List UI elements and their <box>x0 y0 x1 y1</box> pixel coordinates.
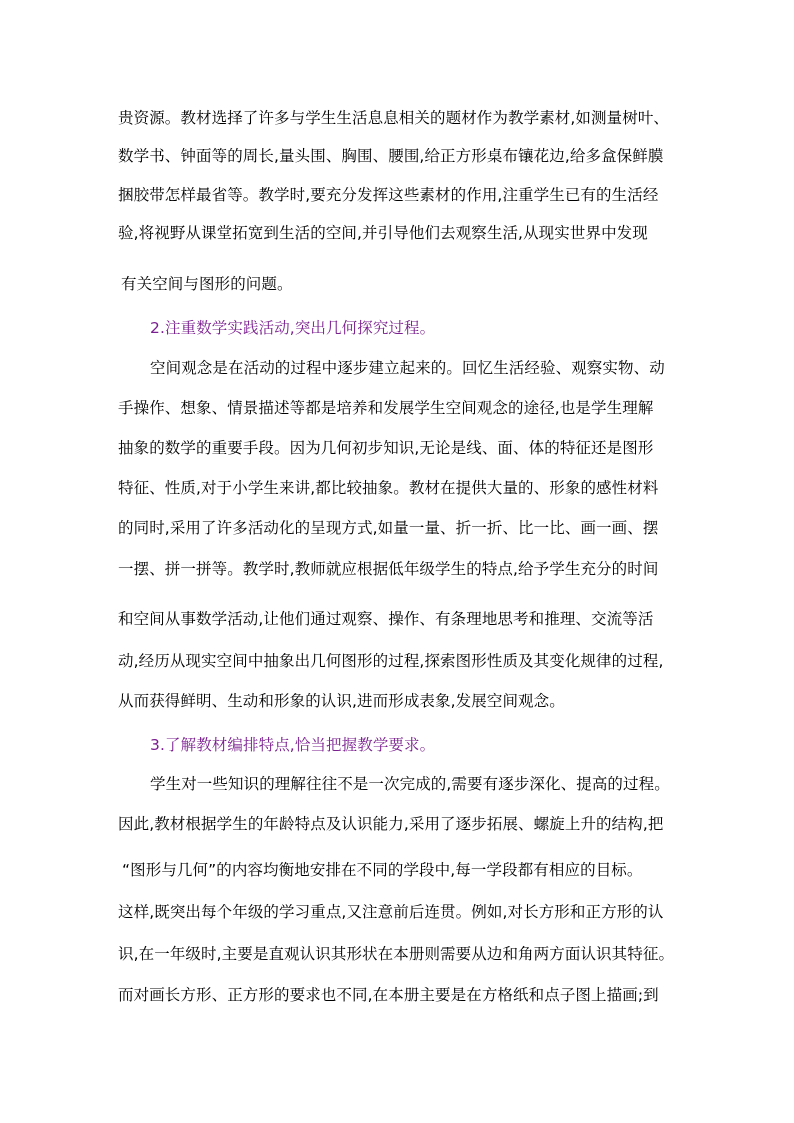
text-line: 手操作、想象、情景描述等都是培养和发展学生空间观念的途径,也是学生理解 <box>118 399 654 417</box>
text-line: 数学书、钟面等的周长,量头围、胸围、腰围,给正方形桌布镶花边,给多盒保鲜膜 <box>118 147 664 165</box>
text-line: 这样,既突出每个年级的学习重点,又注意前后连贯。例如,对长方形和正方形的认 <box>118 903 664 921</box>
text-line: 特征、性质,对于小学生来讲,都比较抽象。教材在提供大量的、形象的感性材料 <box>118 479 659 497</box>
text-line: 学生对一些知识的理解往往不是一次完成的,需要有逐步深化、提高的过程。 <box>150 775 670 793</box>
section-heading-2: 2.注重数学实践活动,突出几何探究过程。 <box>150 319 436 337</box>
text-line: 从而获得鲜明、生动和形象的认识,进而形成表象,发展空间观念。 <box>118 692 565 710</box>
text-line: 的同时,采用了许多活动化的呈现方式,如量一量、折一折、比一比、画一画、摆 <box>118 519 659 537</box>
text-line: 验,将视野从课堂拓宽到生活的空间,并引导他们去观察生活,从现实世界中发现 <box>118 224 648 242</box>
text-line: “图形与几何”的内容均衡地安排在不同的学段中,每一学段都有相应的目标。 <box>122 861 643 879</box>
text-line: 空间观念是在活动的过程中逐步建立起来的。回忆生活经验、观察实物、动 <box>150 359 665 377</box>
text-line: 一摆、拼一拼等。教学时,教师就应根据低年级学生的特点,给予学生充分的时间 <box>118 560 659 578</box>
text-line: 贵资源。教材选择了许多与学生生活息息相关的题材作为教学素材,如测量树叶、 <box>118 109 670 127</box>
text-line: 识,在一年级时,主要是直观认识其形状在本册则需要从边和角两方面认识其特征。 <box>118 945 675 963</box>
text-line: 捆胶带怎样最省等。教学时,要充分发挥这些素材的作用,注重学生已有的生活经 <box>118 186 659 204</box>
text-line: 因此,教材根据学生的年龄特点及认识能力,采用了逐步拓展、螺旋上升的结构,把 <box>118 815 664 833</box>
text-line: 抽象的数学的重要手段。因为几何初步知识,无论是线、面、体的特征还是图形 <box>118 439 654 457</box>
text-line: 和空间从事数学活动,让他们通过观察、操作、有条理地思考和推理、交流等活 <box>118 610 654 628</box>
text-line: 有关空间与图形的问题。 <box>121 275 293 293</box>
section-heading-3: 3.了解教材编排特点,恰当把握教学要求。 <box>150 736 436 754</box>
text-line: 而对画长方形、正方形的要求也不同,在本册主要是在方格纸和点子图上描画;到 <box>118 986 659 1004</box>
text-line: 动,经历从现实空间中抽象出几何图形的过程,探索图形性质及其变化规律的过程, <box>118 652 664 670</box>
